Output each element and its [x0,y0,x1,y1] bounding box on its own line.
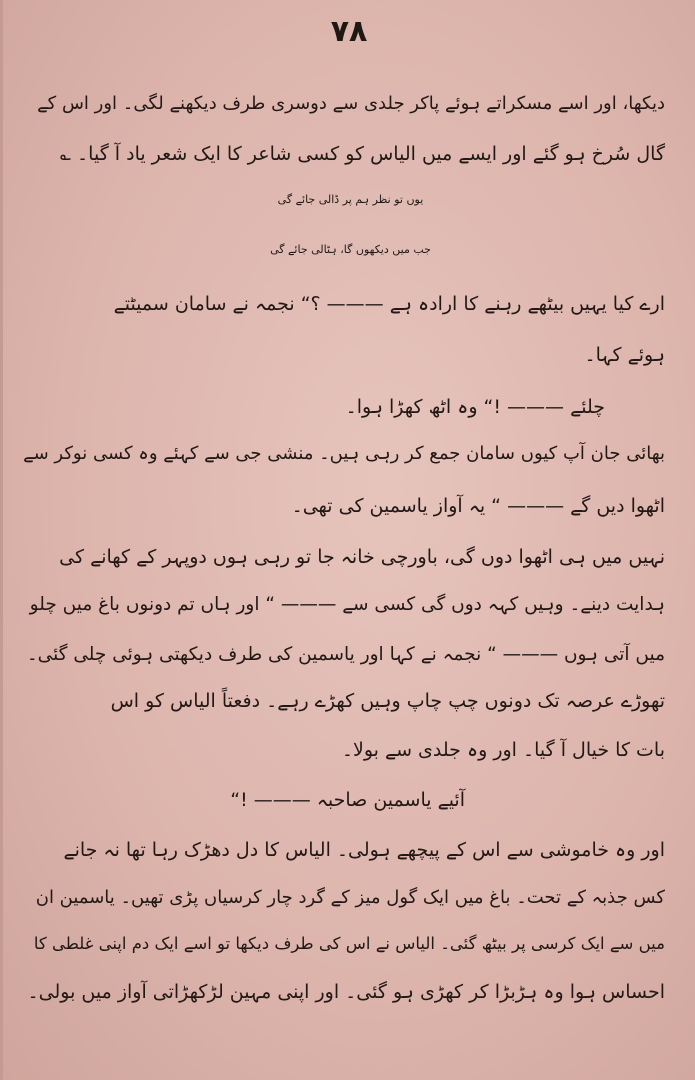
page-number: ۷۸ [330,14,368,49]
text-line: میں سے ایک کرسی پر بیٹھ گئی۔ الیاس نے اس کی طرف دیکھا تو اسے ایک دم اپنی غلطی کا [33,934,665,953]
text-line: کس جذبہ کے تحت۔ باغ میں ایک گول میز کے گرد چار کرسیاں پڑی تھیں۔ یاسمین ان [35,887,665,908]
text-line: گال سُرخ ہو گئے اور ایسے میں الیاس کو کسی شاعر کا ایک شعر یاد آ گیا۔ ؎ [59,143,665,165]
text-line: بھائی جان آپ کیوں سامان جمع کر رہی ہیں۔ منشی جی سے کہئے وہ کسی نوکر سے [23,443,665,464]
text-line: آئیے یاسمین صاحبہ ——— !“ [230,789,465,811]
text-line: چلئے ——— !“ وہ اٹھ کھڑا ہوا۔ [345,396,605,418]
text-line: میں آتی ہوں ——— “ نجمہ نے کہا اور یاسمین کی طرف دیکھتی ہوئی چلی گئی۔ [26,644,665,665]
text-line: اور وہ خاموشی سے اس کے پیچھے ہولی۔ الیاس کا دل دھڑک رہا تھا نہ جانے [63,839,665,861]
text-line: ارے کیا یہیں بیٹھے رہنے کا ارادہ ہے ——— ؟“ نجمہ نے سامان سمیٹتے [113,293,665,315]
text-line: ہدایت دینے۔ وہیں کہہ دوں گی کسی سے ——— “ اور ہاں تم دونوں باغ میں چلو [29,594,665,615]
text-line: اٹھوا دیں گے ——— “ یہ آواز یاسمین کی تھی۔ [291,495,665,517]
text-line: ہوئے کہا۔ [584,344,665,366]
text-line: نہیں میں ہی اٹھوا دوں گی، باورچی خانہ جا تو رہی ہوں دوپہر کے کھانے کی [59,546,665,568]
text-line: تھوڑے عرصہ تک دونوں چپ چاپ وہیں کھڑے رہے۔ دفعتاً الیاس کو اس [110,690,665,712]
text-line: بات کا خیال آ گیا۔ اور وہ جلدی سے بولا۔ [341,739,665,761]
text-line: دیکھا، اور اسے مسکراتے ہوئے پاکر جلدی سے دوسری طرف دیکھنے لگی۔ اور اس کے [37,93,665,114]
text-line: احساس ہوا وہ ہڑبڑا کر کھڑی ہو گئی۔ اور اپنی مہین لڑکھڑاتی آواز میں بولی۔ [27,981,665,1003]
verse-line: جب میں دیکھوں گا، ہٹالی جائے گی [270,243,431,256]
verse-line: یوں تو نظر ہم پر ڈالی جائے گی [277,193,424,206]
